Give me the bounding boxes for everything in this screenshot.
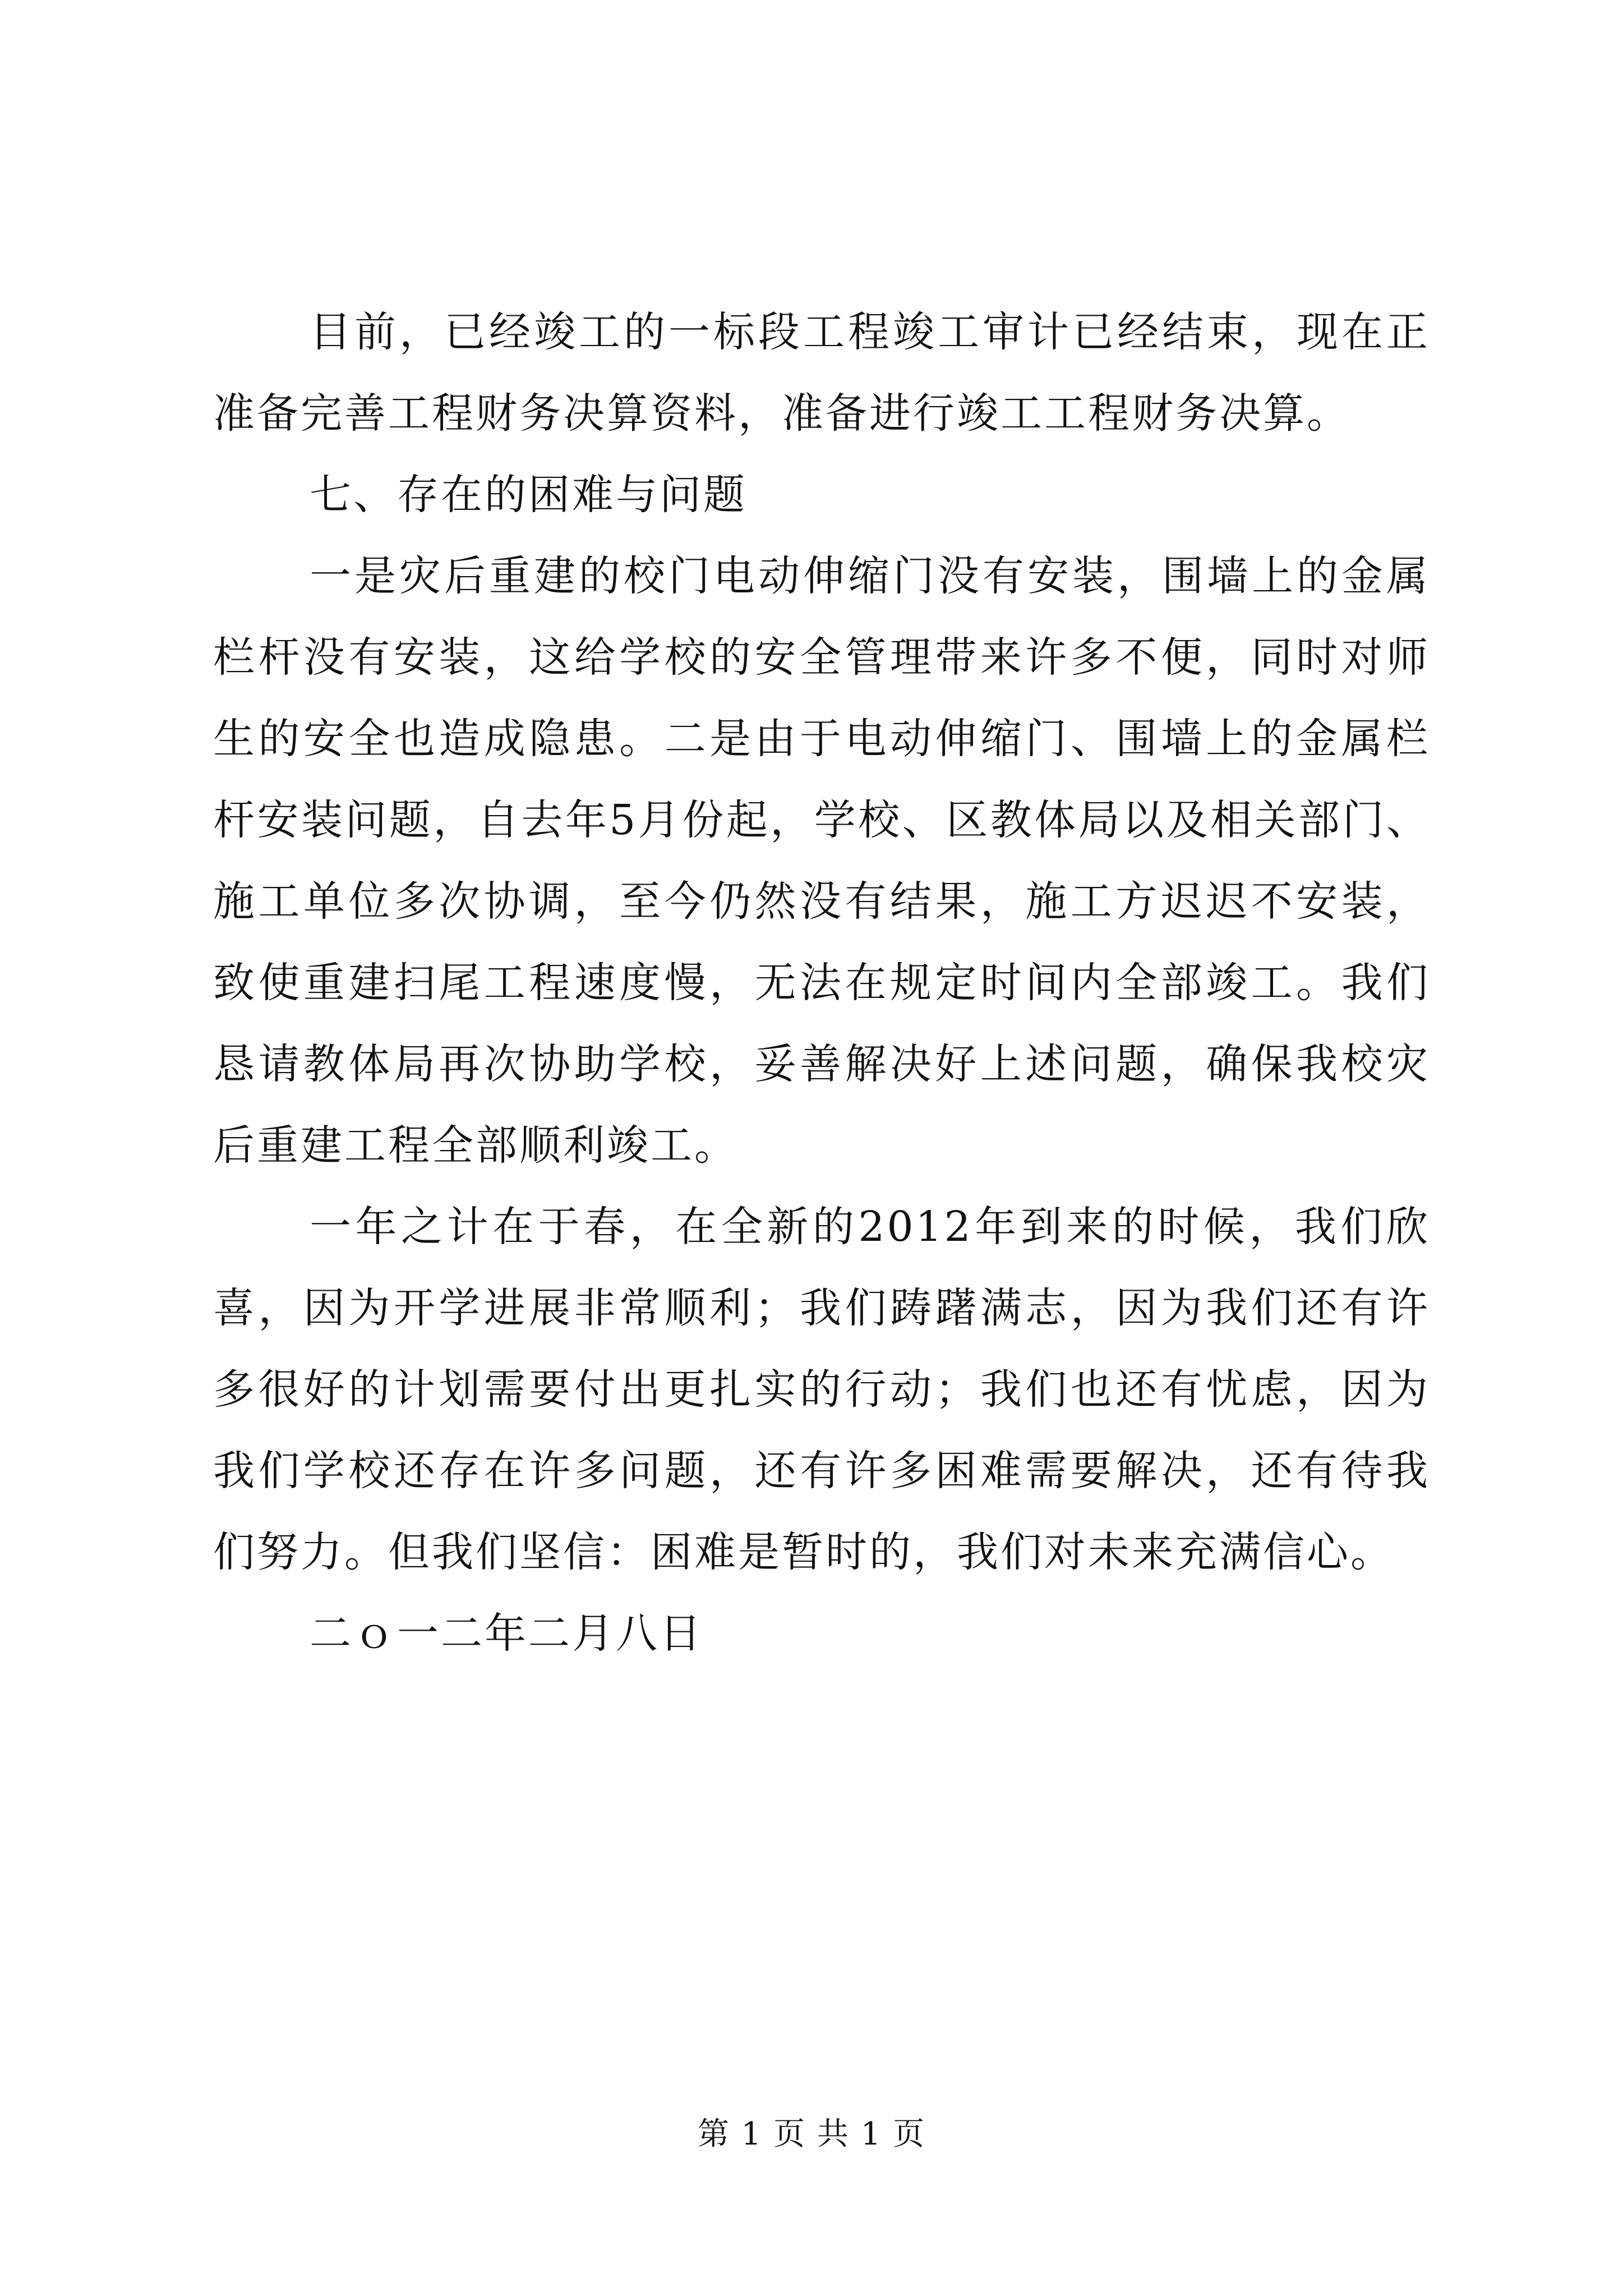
paragraph-problems: 一是灾后重建的校门电动伸缩门没有安装，围墙上的金属栏杆没有安装，这给学校的安全管理带来许多不便，同时对师生的安全也造成隐患。二是由于电动伸缩门、围墙上的金属栏杆安装问题，自去年5月份起，学校、区教体局以及相关部门、施工单位多次协调，至今仍然没有结果，施工方迟迟不安装，致使重建扫尾工程速度慢，无法在规定时间内全部竣工。我们恳请教体局再次协助学校，妥善解决好上述问题，确保我校灾后重建工程全部顺利竣工。 (213, 552, 1430, 1170)
paragraph-conclusion: 一年之计在于春，在全新的2012年到来的时候，我们欣喜，因为开学进展非常顺利；我们踌躇满志，因为我们还有许多很好的计划需要付出更扎实的行动；我们也还有忧虑，因为我们学校还存在许多问题，还有许多困难需要解决，还有待我们努力。但我们坚信：困难是暂时的，我们对未来充满信心。 (213, 1203, 1430, 1576)
paragraph-completion-audit: 目前，已经竣工的一标段工程竣工审计已经结束，现在正准备完善工程财务决算资料，准备进行竣工工程财务决算。 (213, 308, 1430, 438)
section-heading-difficulties: 七、存在的困难与问题 (310, 471, 747, 519)
document-body (213, 292, 1430, 1674)
page-number-footer: 第 1 页 共 1 页 (697, 2116, 926, 2152)
document-date: 二ｏ一二年二月八日 (310, 1609, 703, 1658)
